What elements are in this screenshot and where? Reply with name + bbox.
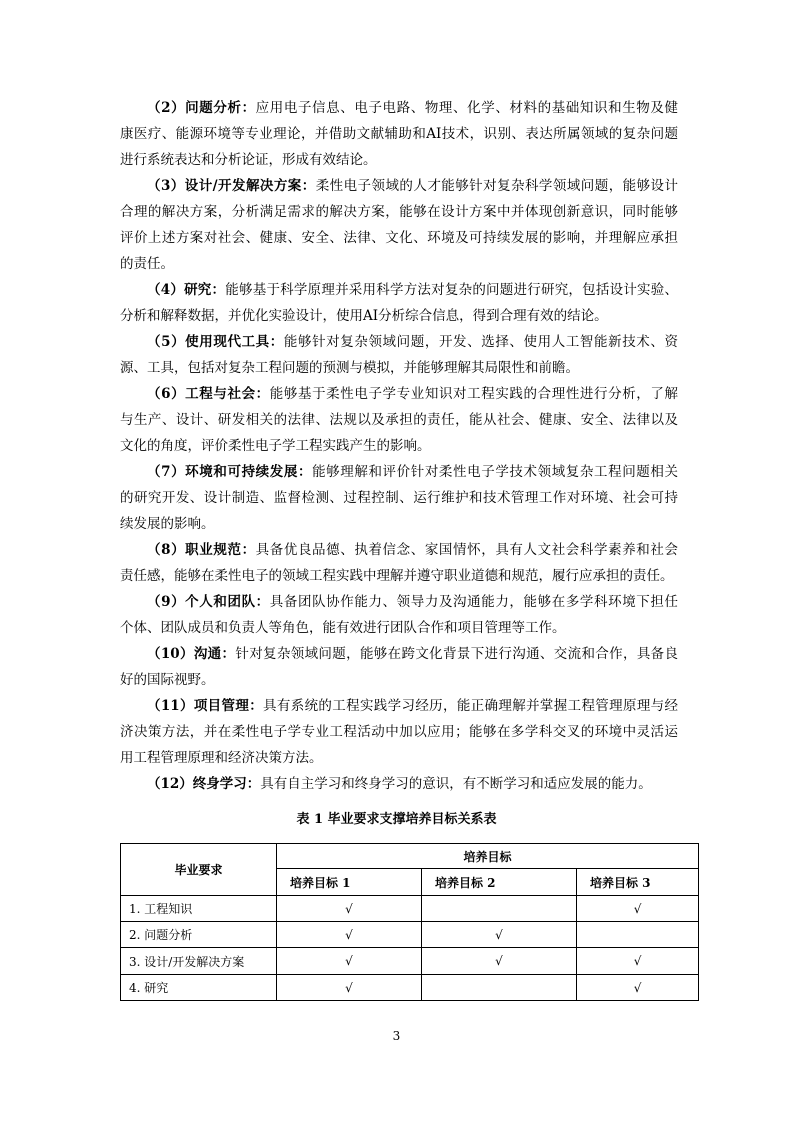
requirement-text: 能够针对复杂领域问题，开发、选择、使用人工智能新技术、资 — [283, 334, 678, 350]
requirement-text: 具备优良品德、执着信念、家国情怀，具有人文社会科学素养和社会 — [255, 542, 678, 558]
check-mark: √ — [577, 896, 699, 922]
requirement-text: 能够基于科学原理并采用科学方法对复杂的问题进行研究，包括设计实验、 — [225, 282, 679, 298]
check-mark: √ — [277, 948, 422, 975]
requirement-professional-norms — [120, 537, 678, 589]
paragraph-line — [120, 95, 678, 121]
requirement-cell: 2. 问题分析 — [121, 922, 277, 948]
paragraph-line: 评价上述方案对社会、健康、安全、法律、文化、环境及可持续发展的影响，并理解应承担 — [120, 230, 678, 246]
check-mark: √ — [277, 922, 422, 948]
requirement-label: （2）问题分析： — [147, 100, 256, 116]
requirement-cell: 4. 研究 — [121, 975, 277, 1001]
requirement-environment-sustainability — [120, 459, 678, 537]
requirement-text: 柔性电子领域的人才能够针对复杂科学领域问题，能够设计 — [315, 178, 678, 194]
requirement-label: （9）个人和团队： — [147, 594, 270, 610]
requirement-label: （10）沟通： — [147, 646, 236, 662]
requirement-lifelong-learning — [120, 771, 678, 797]
table-row — [121, 948, 699, 975]
paragraph-line: 个体、团队成员和负责人等角色，能有效进行团队合作和项目管理等工作。 — [120, 620, 566, 636]
check-mark — [422, 975, 577, 1001]
check-mark: √ — [277, 896, 422, 922]
paragraph-line: 用工程管理原理和经济决策方法。 — [120, 750, 323, 766]
requirement-problem-analysis — [120, 95, 678, 173]
requirement-text: 能够理解和评价针对柔性电子学技术领域复杂工程问题相关 — [312, 464, 678, 480]
paragraph-line: 济决策方法，并在柔性电子学专业工程活动中加以应用；能够在多学科交叉的环境中灵活运 — [120, 724, 678, 740]
table-row — [121, 975, 699, 1001]
requirement-design-solutions — [120, 173, 678, 277]
check-mark: √ — [422, 948, 577, 975]
paragraph-line: 文化的角度，评价柔性电子学工程实践产生的影响。 — [120, 438, 431, 454]
graduation-requirements-list — [120, 95, 678, 797]
header-objectives-group: 培养目标 — [277, 844, 699, 869]
requirement-cell: 1. 工程知识 — [121, 896, 277, 922]
paragraph-line: 续发展的影响。 — [120, 516, 215, 532]
paragraph-line — [120, 589, 678, 615]
table-caption: 表 1 毕业要求支撑培养目标关系表 — [296, 812, 497, 827]
requirements-objectives-table — [120, 843, 699, 1001]
check-mark — [577, 922, 699, 948]
requirement-label: （7）环境和可持续发展： — [147, 464, 313, 480]
requirement-individual-team — [120, 589, 678, 641]
paragraph-line — [120, 381, 678, 407]
paragraph-line — [120, 329, 678, 355]
check-mark: √ — [577, 975, 699, 1001]
header-requirement: 毕业要求 — [121, 844, 277, 896]
paragraph-line — [120, 693, 678, 719]
paragraph-line: 分析和解释数据，并优化实验设计，使用AI分析综合信息，得到合理有效的结论。 — [120, 308, 608, 324]
table-header-row — [121, 844, 699, 869]
paragraph-line: 合理的解决方案，分析满足需求的解决方案，能够在设计方案中并体现创新意识，同时能够 — [120, 204, 678, 220]
requirement-label: （6）工程与社会： — [147, 386, 270, 402]
header-objective-3: 培养目标 3 — [577, 869, 699, 896]
requirement-text: 具备团队协作能力、领导力及沟通能力，能够在多学科环境下担任 — [269, 594, 678, 610]
table-row — [121, 896, 699, 922]
check-mark — [422, 896, 577, 922]
requirement-modern-tools — [120, 329, 678, 381]
paragraph-line: 进行系统表达和分析论证，形成有效结论。 — [120, 152, 377, 168]
paragraph-line — [120, 537, 678, 563]
requirement-text: 具有系统的工程实践学习经历，能正确理解并掌握工程管理原理与经 — [263, 698, 679, 714]
requirement-research — [120, 277, 678, 329]
paragraph-line: 的研究开发、设计制造、监督检测、过程控制、运行维护和技术管理工作对环境、社会可持 — [120, 490, 678, 506]
requirement-label: （4）研究： — [147, 282, 226, 298]
requirement-text: 具有自主学习和终身学习的意识，有不断学习和适应发展的能力。 — [260, 776, 652, 792]
requirement-communication — [120, 641, 678, 693]
paragraph-line: 好的国际视野。 — [120, 672, 215, 688]
paragraph-line: 源、工具，包括对复杂工程问题的预测与模拟，并能够理解其局限性和前瞻。 — [120, 360, 579, 376]
check-mark: √ — [577, 948, 699, 975]
paragraph-line: 与生产、设计、研发相关的法律、法规以及承担的责任，能从社会、健康、安全、法律以及 — [120, 412, 678, 428]
requirement-text: 针对复杂领域问题，能够在跨文化背景下进行沟通、交流和合作，具备良 — [235, 646, 679, 662]
requirement-text: 应用电子信息、电子电路、物理、化学、材料的基础知识和生物及健 — [255, 100, 678, 116]
header-objective-2: 培养目标 2 — [422, 869, 577, 896]
paragraph-line: 康医疗、能源环境等专业理论，并借助文献辅助和AI技术，识别、表达所属领域的复杂问题 — [120, 126, 678, 142]
paragraph-line: 的责任。 — [120, 256, 174, 272]
requirement-text: 能够基于柔性电子学专业知识对工程实践的合理性进行分析，了解 — [269, 386, 678, 402]
table-row — [121, 922, 699, 948]
requirement-label: （11）项目管理： — [147, 698, 264, 714]
paragraph-line — [120, 771, 678, 797]
requirement-label: （3）设计/开发解决方案： — [147, 178, 316, 194]
paragraph-line: 责任感，能够在柔性电子的领域工程实践中理解并遵守职业道德和规范，履行应承担的责任。 — [120, 568, 674, 584]
paragraph-line — [120, 459, 678, 485]
paragraph-line — [120, 641, 678, 667]
page-number: 3 — [392, 1029, 401, 1043]
check-mark: √ — [277, 975, 422, 1001]
check-mark: √ — [422, 922, 577, 948]
requirement-project-management — [120, 693, 678, 771]
requirement-label: （12）终身学习： — [147, 776, 261, 792]
requirement-engineering-society — [120, 381, 678, 459]
paragraph-line — [120, 277, 678, 303]
paragraph-line — [120, 173, 678, 199]
requirement-label: （5）使用现代工具： — [147, 334, 284, 350]
requirement-cell: 3. 设计/开发解决方案 — [121, 948, 277, 975]
header-objective-1: 培养目标 1 — [277, 869, 422, 896]
requirement-label: （8）职业规范： — [147, 542, 256, 558]
